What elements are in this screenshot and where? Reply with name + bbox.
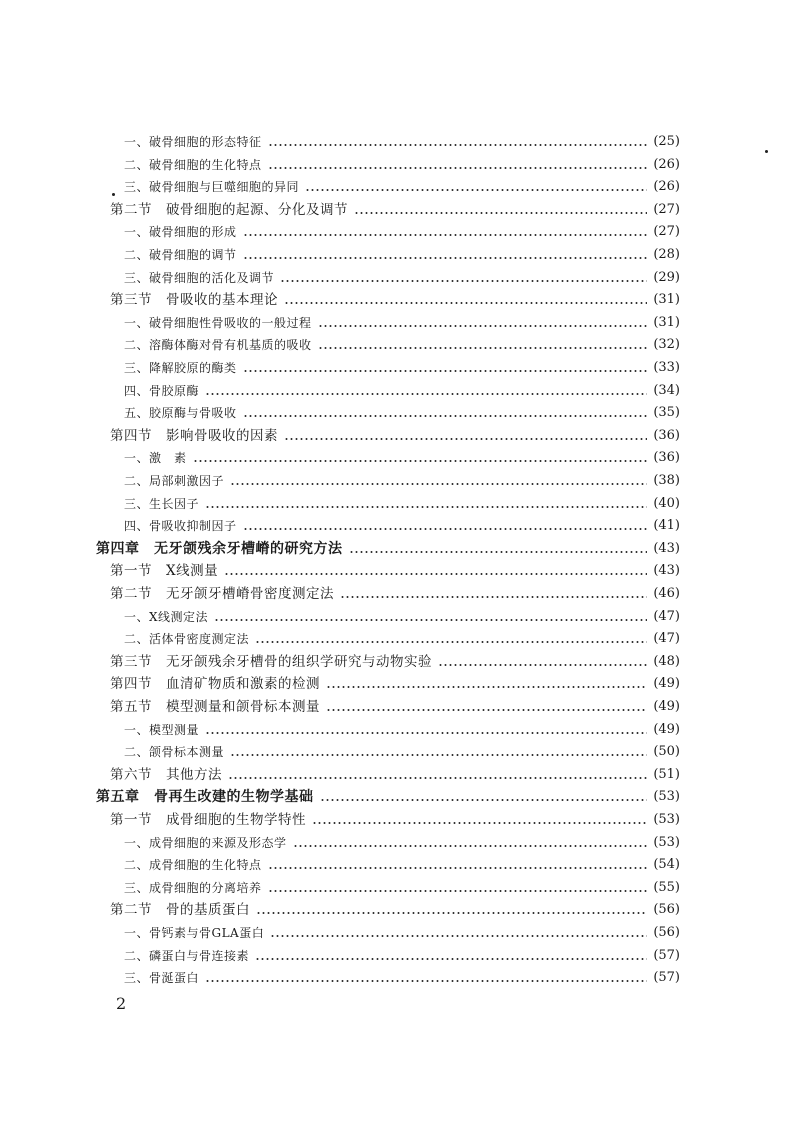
dot-leader <box>312 822 647 824</box>
toc-title: 二、溶酶体酶对骨有机基质的吸收 <box>124 338 312 353</box>
toc-title: 二、颌骨标本测量 <box>124 745 225 760</box>
toc-title: 一、破骨细胞的形成 <box>124 225 237 240</box>
toc-title: 第五节 模型测量和颌骨标本测量 <box>110 699 320 715</box>
toc-title: 二、活体骨密度测定法 <box>124 632 250 647</box>
dot-leader <box>326 686 647 688</box>
toc-page-ref: (38) <box>653 473 680 488</box>
toc-title: 三、破骨细胞的活化及调节 <box>124 270 275 285</box>
toc-entry-section <box>110 651 680 673</box>
toc-title: 二、破骨细胞的生化特点 <box>124 157 262 172</box>
toc-entry-item <box>124 628 680 650</box>
toc-title: 三、生长因子 <box>124 496 200 511</box>
dot-leader <box>354 212 647 214</box>
toc-entry-item <box>124 967 680 989</box>
toc-title: 三、破骨细胞与巨噬细胞的异同 <box>124 180 300 195</box>
toc-entry-item <box>124 877 680 899</box>
dot-leader <box>214 619 647 621</box>
toc-entry-item <box>124 244 680 266</box>
dot-leader <box>268 144 648 146</box>
dot-leader <box>205 393 647 395</box>
toc-entry-item <box>124 719 680 741</box>
toc-entry-item <box>124 832 680 854</box>
toc-title: 第四节 血清矿物质和激素的检测 <box>110 676 320 693</box>
toc-page-ref: (26) <box>653 179 680 195</box>
toc-title: 第二节 无牙颌牙槽嵴骨密度测定法 <box>110 586 334 602</box>
toc-entry-item <box>124 741 680 763</box>
dot-leader <box>305 189 647 191</box>
toc-page-ref: (35) <box>653 405 680 421</box>
dot-leader <box>270 935 647 937</box>
dot-leader <box>438 664 647 666</box>
toc-entry-item <box>124 312 680 334</box>
toc-page-ref: (33) <box>653 360 680 375</box>
toc-entry-section <box>110 199 680 221</box>
toc-entry-item <box>124 470 680 492</box>
toc-title: 四、骨吸收抑制因子 <box>124 519 237 534</box>
dot-leader <box>205 732 647 734</box>
toc-entry-item <box>124 221 680 243</box>
toc-page-ref: (36) <box>653 427 680 443</box>
dot-leader <box>320 799 648 801</box>
toc-title: 三、成骨细胞的分离培养 <box>124 880 262 895</box>
toc-page-ref: (47) <box>653 608 680 624</box>
toc-title: 四、骨胶原酶 <box>124 383 200 398</box>
toc-title: 二、破骨细胞的调节 <box>124 248 237 262</box>
toc-title: 一、骨钙素与骨GLA蛋白 <box>124 926 265 940</box>
toc-page-ref: (26) <box>653 156 680 172</box>
toc-page-ref: (32) <box>653 337 680 353</box>
toc-title: 五、胶原酶与骨吸收 <box>124 406 237 421</box>
toc-title: 一、破骨细胞性骨吸收的一般过程 <box>124 315 312 330</box>
dot-leader <box>243 528 648 530</box>
toc-title: 第三节 无牙颌残余牙槽骨的组织学研究与动物实验 <box>110 653 432 670</box>
dot-leader <box>243 257 648 259</box>
toc-page-ref: (53) <box>653 789 680 805</box>
toc-page-ref: (28) <box>653 247 680 262</box>
toc-page-ref: (57) <box>653 970 680 986</box>
dot-leader <box>318 347 648 349</box>
toc-page-ref: (41) <box>653 518 680 534</box>
toc-entry-item <box>124 447 680 469</box>
dot-leader <box>318 325 648 327</box>
toc-page-ref: (34) <box>653 382 680 398</box>
dot-leader <box>284 302 647 304</box>
dot-leader <box>268 867 648 869</box>
toc-entry-item <box>124 945 680 967</box>
dot-leader <box>280 280 647 282</box>
toc-title: 第二节 破骨细胞的起源、分化及调节 <box>110 201 348 218</box>
toc-title: 一、破骨细胞的形态特征 <box>124 135 262 149</box>
toc-entry-item <box>124 357 680 379</box>
dot-leader <box>268 890 648 892</box>
toc-page-ref: (50) <box>653 744 680 760</box>
scan-speck <box>112 193 115 196</box>
toc-entry-item <box>124 515 680 537</box>
toc-entry-item <box>124 854 680 876</box>
toc-entry-item <box>124 380 680 402</box>
toc-entry-item <box>124 131 680 153</box>
toc-title: 第一节 X线测量 <box>110 563 219 580</box>
toc-title: 第三节 骨吸收的基本理论 <box>110 292 278 309</box>
dot-leader <box>255 958 647 960</box>
dot-leader <box>349 551 648 553</box>
dot-leader <box>193 460 648 462</box>
toc-title: 第二节 骨的基质蛋白 <box>110 902 250 919</box>
toc-page-ref: (49) <box>653 721 680 737</box>
toc-page-ref: (43) <box>653 563 680 579</box>
dot-leader <box>340 596 647 598</box>
toc-title: 二、成骨细胞的生化特点 <box>124 858 262 873</box>
toc-title: 三、骨涎蛋白 <box>124 971 200 986</box>
toc-entry-item <box>124 334 680 356</box>
toc-page-ref: (55) <box>653 879 680 895</box>
toc-entry-item <box>124 493 680 515</box>
toc-entry-section <box>110 560 680 582</box>
toc-page-ref: (46) <box>653 586 680 601</box>
toc-entry-item <box>124 154 680 176</box>
toc-page-ref: (54) <box>653 857 680 873</box>
toc-page-ref: (51) <box>653 766 680 782</box>
toc-title: 第一节 成骨细胞的生物学特性 <box>110 812 306 828</box>
toc-page-ref: (40) <box>653 495 680 511</box>
dot-leader <box>243 415 648 417</box>
toc-title: 三、降解胶原的酶类 <box>124 361 237 375</box>
toc-entry-section <box>110 809 680 831</box>
dot-leader <box>228 777 647 779</box>
toc-entry-section <box>110 899 680 921</box>
dot-leader <box>326 709 647 711</box>
toc-title: 第五章 骨再生改建的生物学基础 <box>96 789 314 806</box>
dot-leader <box>268 167 648 169</box>
toc-entry-section <box>110 673 680 695</box>
toc-page-ref: (56) <box>653 902 680 918</box>
scan-speck <box>765 150 768 153</box>
toc-title: 第四章 无牙颌残余牙槽嵴的研究方法 <box>96 540 343 557</box>
toc-title: 一、模型测量 <box>124 722 200 737</box>
toc-page-ref: (57) <box>653 947 680 963</box>
toc-entry-chapter <box>96 786 680 808</box>
dot-leader <box>255 641 647 643</box>
toc-entry-item <box>124 176 680 198</box>
toc-page-ref: (36) <box>653 450 680 466</box>
toc-page-ref: (43) <box>653 540 680 556</box>
toc-page-ref: (48) <box>653 653 680 669</box>
toc-page-ref: (25) <box>653 134 680 149</box>
dot-leader <box>284 438 647 440</box>
dot-leader <box>230 754 647 756</box>
toc-entry-section <box>110 696 680 718</box>
toc-title: 第四节 影响骨吸收的因素 <box>110 427 278 444</box>
toc-page-ref: (49) <box>653 676 680 692</box>
dot-leader <box>205 506 647 508</box>
dot-leader <box>243 370 648 372</box>
toc-entry-item <box>124 402 680 424</box>
dot-leader <box>230 483 647 485</box>
toc-page-ref: (49) <box>653 699 680 714</box>
toc-title: 一、X线测定法 <box>124 609 209 624</box>
dot-leader <box>224 573 647 575</box>
toc-title: 第六节 其他方法 <box>110 766 222 783</box>
toc-page-ref: (53) <box>653 834 680 850</box>
toc-page-ref: (29) <box>653 269 680 285</box>
toc-page-ref: (27) <box>653 201 680 217</box>
toc-entry-item <box>124 922 680 944</box>
toc-entry-section <box>110 289 680 311</box>
toc-entry-section <box>110 764 680 786</box>
toc-title: 一、激 素 <box>124 451 187 466</box>
toc-page-ref: (31) <box>653 292 680 308</box>
dot-leader <box>293 845 648 847</box>
toc-page-ref: (47) <box>653 631 680 647</box>
toc-page-ref: (56) <box>653 925 680 940</box>
toc-page-ref: (31) <box>653 314 680 330</box>
dot-leader <box>243 234 648 236</box>
toc-title: 二、局部刺激因子 <box>124 474 225 488</box>
toc-entry-section <box>110 425 680 447</box>
toc-entry-item <box>124 606 680 628</box>
toc-page-ref: (53) <box>653 812 680 827</box>
page-number: 2 <box>116 994 127 1013</box>
dot-leader <box>205 980 647 982</box>
toc-title: 二、磷蛋白与骨连接素 <box>124 948 250 963</box>
toc-entry-chapter <box>96 538 680 560</box>
toc-page-ref: (27) <box>653 224 680 240</box>
toc-title: 一、成骨细胞的来源及形态学 <box>124 835 287 850</box>
dot-leader <box>256 912 647 914</box>
toc-entry-item <box>124 267 680 289</box>
toc-entry-section <box>110 583 680 605</box>
